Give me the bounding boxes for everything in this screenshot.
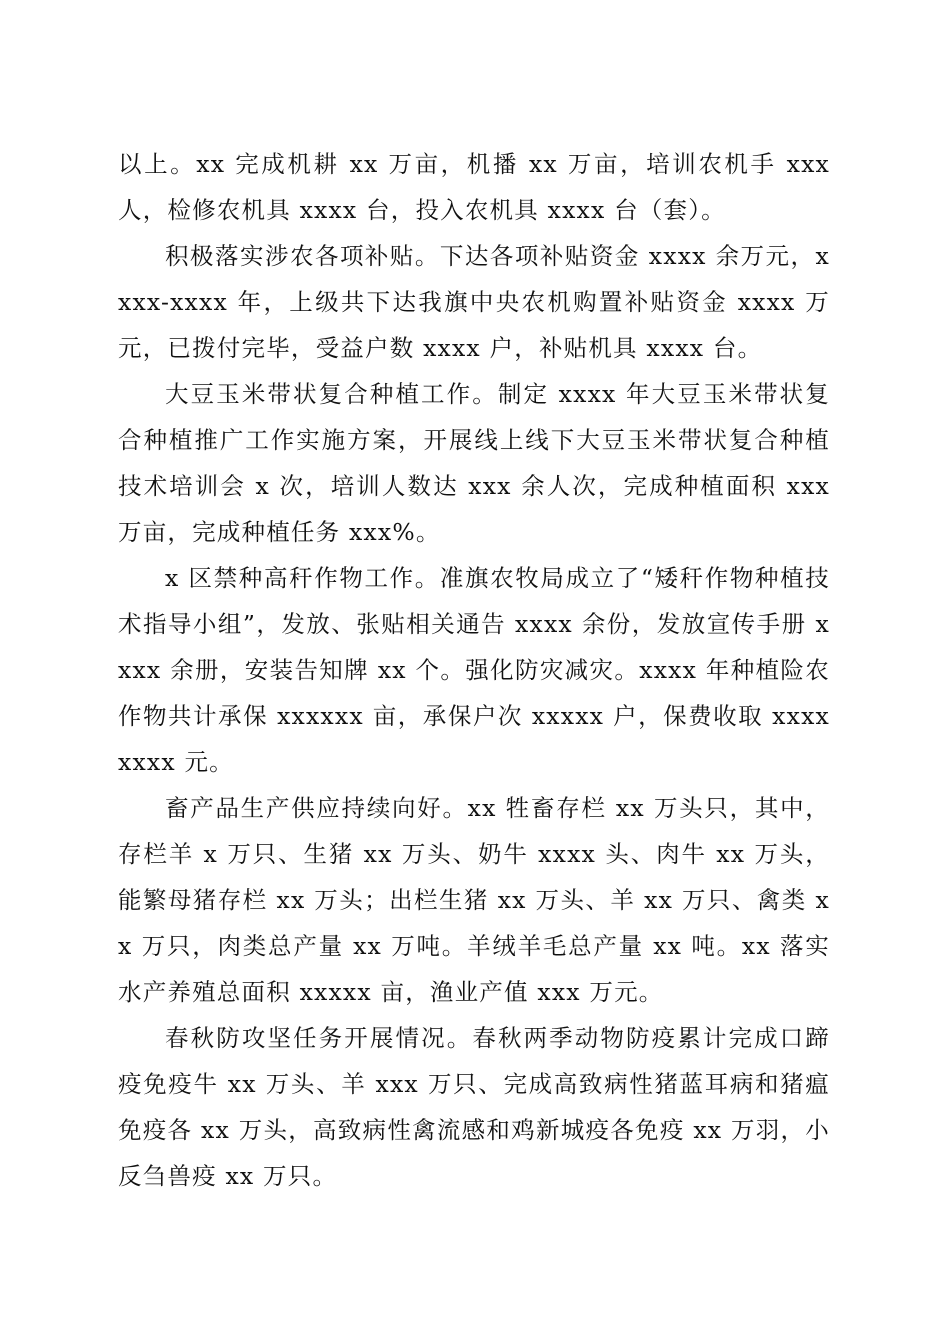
paragraph-2: 积极落实涉农各项补贴。下达各项补贴资金 xxxx 余万元，xxxx-xxxx 年，上级共下达我旗中央农机购置补贴资金 xxxx 万元，已拨付完毕，受益户数 xxxx 户，补贴机具 xxxx 台。 [118, 242, 830, 362]
paragraph-5: 畜产品生产供应持续向好。xx 牲畜存栏 xx 万头只，其中，存栏羊 x 万只、生猪 xx 万头、奶牛 xxxx 头、肉牛 xx 万头，能繁母猪存栏 xx 万头；出栏生猪 xx 万头、羊 xx 万只、禽类 xx 万只，肉类总产量 xx 万吨。羊绒羊毛总产量 xx 吨。xx 落实水产养殖总面积 xxxxx 亩，渔业产值 xxx 万元。 [118, 794, 830, 1006]
paragraph-1: 以上。xx 完成机耕 xx 万亩，机播 xx 万亩，培训农机手 xxx 人，检修农机具 xxxx 台，投入农机具 xxxx 台（套）。 [118, 150, 830, 224]
paragraph-4: x 区禁种高秆作物工作。准旗农牧局成立了“矮秆作物种植技术指导小组”，发放、张贴相关通告 xxxx 余份，发放宣传手册 xxxx 余册，安装告知牌 xx 个。强化防灾减灾。xxxx 年种植险农作物共计承保 xxxxxx 亩，承保户次 xxxxx 户，保费收取 xxxxxxxx 元。 [118, 564, 830, 776]
document-body [118, 141, 830, 1199]
paragraph-6: 春秋防攻坚任务开展情况。春秋两季动物防疫累计完成口蹄疫免疫牛 xx 万头、羊 xxx 万只、完成高致病性猪蓝耳病和猪瘟免疫各 xx 万头，高致病性禽流感和鸡新城疫各免疫 xx 万羽，小反刍兽疫 xx 万只。 [118, 1024, 830, 1190]
paragraph-3: 大豆玉米带状复合种植工作。制定 xxxx 年大豆玉米带状复合种植推广工作实施方案，开展线上线下大豆玉米带状复合种植技术培训会 x 次，培训人数达 xxx 余人次，完成种植面积 xxx 万亩，完成种植任务 xxx%。 [118, 380, 830, 546]
